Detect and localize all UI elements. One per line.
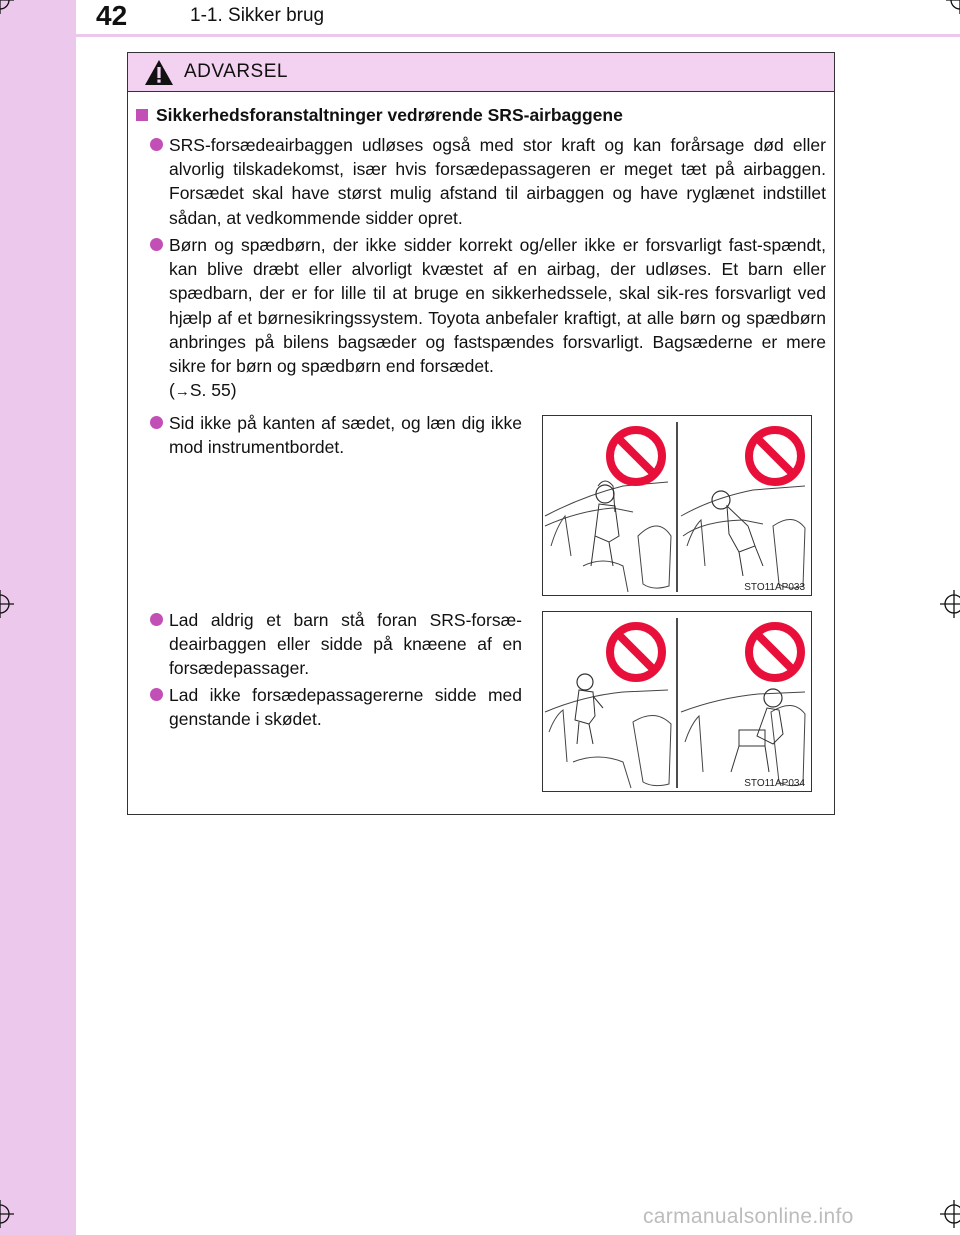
bullet-item: [169, 683, 522, 731]
registration-mark-icon: [0, 1200, 14, 1228]
registration-mark-icon: [940, 590, 960, 618]
bullet-dot-icon: [150, 688, 163, 701]
illustration-child-standing: [542, 611, 812, 792]
illustration-sitting-position: [542, 415, 812, 596]
page-number: 42: [96, 0, 128, 31]
prohibited-sign-icon: [749, 626, 801, 678]
registration-mark-icon: [0, 0, 14, 14]
bullet-dot-icon: [150, 416, 163, 429]
bullet-text: SRS-forsædeairbaggen udløses også med stor kraft og kan forårsage død eller alvorlig tilskadekomst, især hvis forsædepassageren er meget tæt på airbaggen. Forsædet skal have størst mulig afstand til airbaggen og have ryglænet indstillet sådan, at vedkommende sidder opret.: [169, 135, 826, 228]
registration-mark-icon: [946, 0, 960, 14]
subheading: [136, 105, 623, 126]
bullet-text: Sid ikke på kanten af sædet, og læn dig ikke mod instrumentbordet.: [169, 413, 522, 458]
illustration-drawing: [543, 416, 810, 594]
image-code: STO11AP033: [744, 582, 805, 593]
warning-header: [128, 53, 834, 92]
header-rule: [0, 34, 960, 37]
bullet-dot-icon: [150, 138, 163, 151]
image-code: STO11AP034: [744, 778, 805, 789]
page-reference: (→S. 55): [169, 380, 237, 401]
bullet-dot-icon: [150, 613, 163, 626]
bullet-item: [169, 133, 826, 230]
prohibited-sign-icon: [610, 430, 662, 482]
registration-mark-icon: [0, 590, 14, 618]
prohibited-sign-icon: [749, 430, 801, 482]
registration-mark-icon: [940, 1200, 960, 1228]
bullet-dot-icon: [150, 238, 163, 251]
warning-label: ADVARSEL: [184, 61, 288, 82]
subheading-text: Sikkerhedsforanstaltninger vedrørende SRS-airbaggene: [156, 105, 623, 125]
bullet-text: Børn og spædbørn, der ikke sidder korrekt og/eller ikke er forsvarligt fast-spændt, kan blive dræbt eller alvorligt kvæstet af en airbag, der udløses. Et barn eller spædbarn, der er for lille til at bruge en sikkerhedssele, skal sik-res forsvarligt ved hjælp af et børnesikringssystem. Toyota anbefaler kraftigt, at alle børn og spædbørn anbringes på bilens bagsæder og fastspændes forsvarligt. Bagsæderne er mere sikre for børn og spædbørn end forsædet.: [169, 235, 826, 377]
square-bullet-icon: [136, 109, 148, 121]
illustration-drawing: [543, 612, 810, 790]
bullet-text: Lad aldrig et barn stå foran SRS-forsæ-deairbaggen eller sidde på knæene af en forsædepassager.: [169, 610, 522, 679]
bullet-item: [169, 233, 826, 404]
bullet-item: [169, 411, 522, 459]
section-title: 1-1. Sikker brug: [190, 5, 325, 26]
warning-triangle-icon: [144, 59, 174, 86]
bullet-text: Lad ikke forsædepassagererne sidde med genstande i skødet.: [169, 685, 522, 730]
prohibited-sign-icon: [610, 626, 662, 678]
warning-box: [127, 52, 835, 815]
watermark: carmanualsonline.info: [643, 1205, 854, 1228]
arrow-right-icon: →: [174, 383, 190, 401]
bullet-item: [169, 608, 522, 681]
